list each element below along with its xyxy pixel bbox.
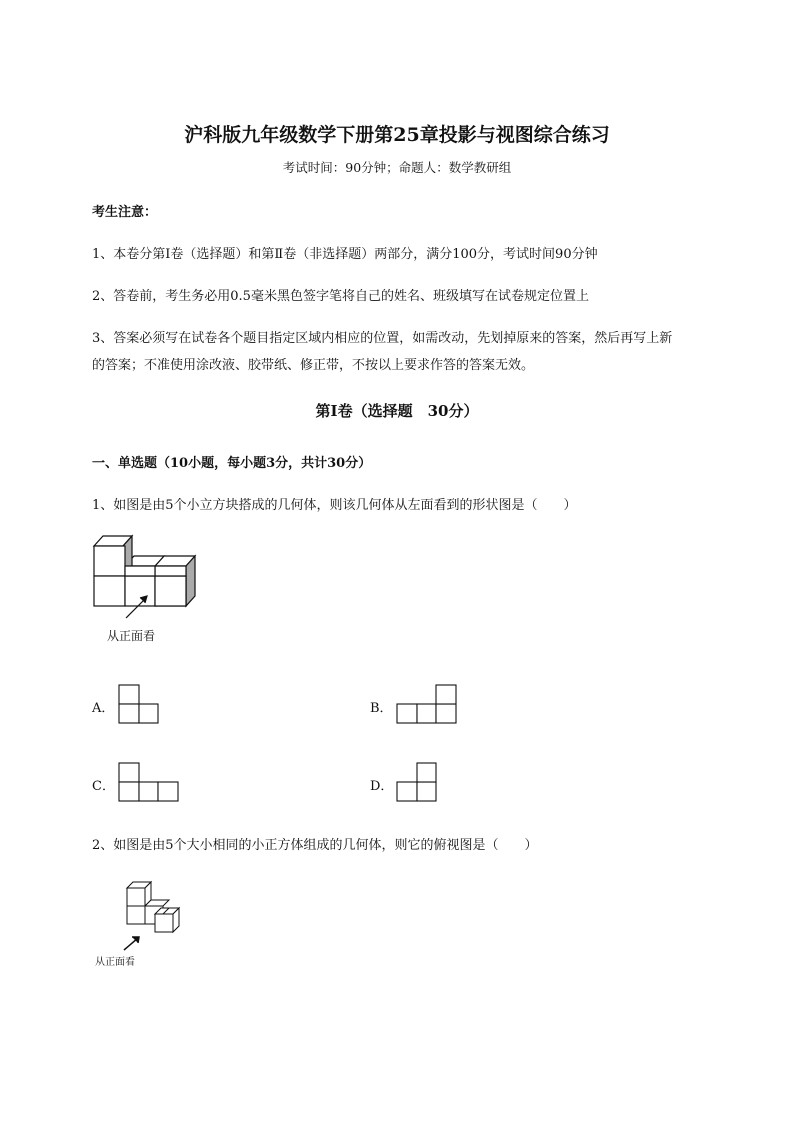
notice-item-3-continued: 的答案；不准使用涂改液、胶带纸、修正带，不按以上要求作答的答案无效。	[92, 358, 535, 373]
notice-item-2: 2、答卷前，考生务必用0.5毫米黑色签字笔将自己的姓名、班级填写在试卷规定位置上	[92, 289, 589, 304]
question-1-text: 1、如图是由5个小立方块搭成的几何体，则该几何体从左面看到的形状图是（ ）	[92, 498, 577, 513]
question-2-text: 2、如图是由5个大小相同的小正方体组成的几何体，则它的俯视图是（ ）	[92, 838, 538, 853]
notice-item-1: 1、本卷分第I卷（选择题）和第Ⅱ卷（非选择题）两部分，满分100分，考试时间90分钟	[92, 247, 598, 262]
option-a-label[interactable]: A．	[92, 701, 115, 716]
notice-item-3: 3、答案必须写在试卷各个题目指定区域内相应的位置，如需改动，先划掉原来的答案，然后再写上新	[92, 331, 673, 346]
page-title: 沪科版九年级数学下册第25章投影与视图综合练习	[184, 124, 610, 146]
section-subheading: 一、单选题（10小题，每小题3分，共计30分）	[92, 456, 372, 471]
option-d-label[interactable]: D．	[370, 779, 394, 794]
option-c-label[interactable]: C．	[92, 779, 115, 794]
notice-heading: 考生注意：	[92, 205, 158, 220]
option-a-figure	[118, 684, 162, 726]
question-1-figure-caption: 从正面看	[107, 629, 156, 643]
section-title: 第I卷（选择题 30分）	[315, 402, 479, 420]
option-b-figure	[396, 684, 460, 726]
option-c-figure	[118, 762, 182, 804]
question-2-figure-caption: 从正面看	[95, 957, 135, 968]
question-2-figure	[118, 880, 198, 952]
exam-info: 考试时间：90分钟；命题人：数学教研组	[282, 160, 512, 175]
option-d-figure	[396, 762, 440, 804]
option-b-label[interactable]: B．	[370, 701, 393, 716]
